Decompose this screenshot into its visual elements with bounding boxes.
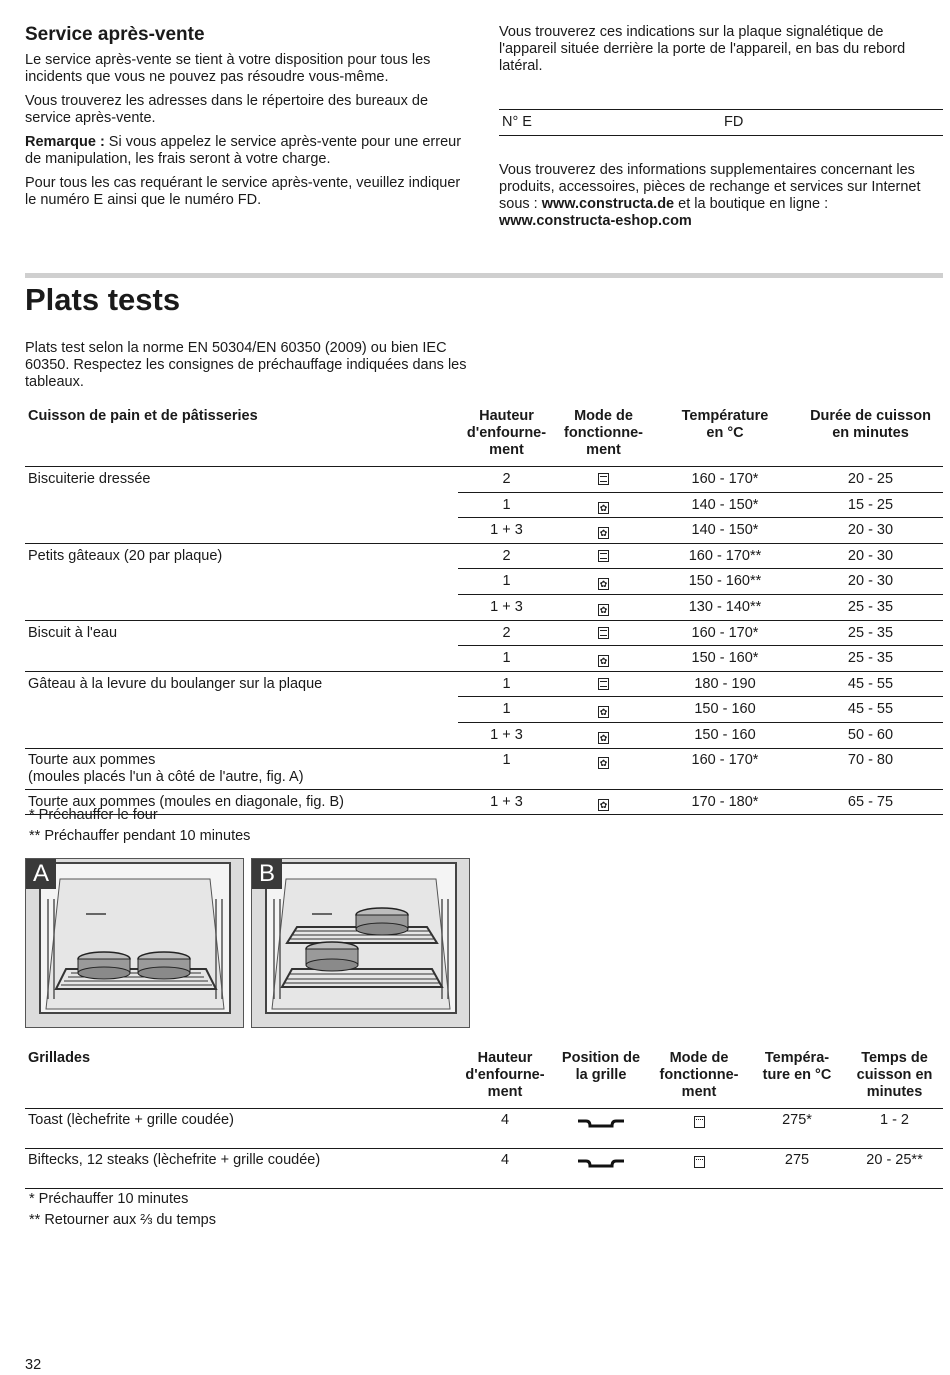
baking-table-row xyxy=(25,594,943,620)
remark-label: Remarque : xyxy=(25,134,105,150)
grill-header-time-line-1: Temps de xyxy=(861,1050,928,1066)
rule-cell xyxy=(555,815,652,816)
grill-header-temp-line-1: Tempéra- xyxy=(764,1050,830,1066)
dish-cell xyxy=(25,569,458,595)
dish-cell xyxy=(25,620,458,646)
header-mode-line-2: fonctionne- xyxy=(564,425,643,441)
figure-a-oven-side-by-side xyxy=(25,858,244,1028)
grill-table xyxy=(25,1047,943,1189)
grill-dish-cell: Toast (lèchefrite + grille coudée) xyxy=(25,1109,458,1149)
fan-mode-icon: ✿ xyxy=(599,656,608,667)
mode-cell xyxy=(555,789,652,815)
grill-header-height-line-3: ment xyxy=(487,1084,523,1100)
mode-cell xyxy=(555,722,652,748)
plats-tests-title: Plats tests xyxy=(25,282,181,317)
mode-cell xyxy=(555,518,652,544)
height-cell: 1 xyxy=(458,671,555,697)
baking-table-row xyxy=(25,748,943,789)
dish-cell xyxy=(25,671,458,697)
grill-mode-icon xyxy=(694,1156,705,1168)
header-duration-line-2: en minutes xyxy=(832,425,909,441)
grill-table-header xyxy=(25,1047,943,1109)
grill-header-mode-line-3: ment xyxy=(681,1084,717,1100)
height-cell: 1 xyxy=(458,748,555,789)
dish-cell xyxy=(25,543,458,569)
grill-footnote-1: * Préchauffer 10 minutes xyxy=(29,1191,189,1207)
fan-mode-icon: ✿ xyxy=(599,707,608,718)
rule-cell xyxy=(458,1189,552,1190)
plats-intro: Plats test selon la norme EN 50304/EN 60350 (2009) ou bien IEC 60350. Respectez les consignes de préchauffage indiquées dans les tableaux. xyxy=(25,340,467,390)
duration-cell: 45 - 55 xyxy=(798,697,943,723)
grill-mode-icon xyxy=(694,1116,705,1128)
rule-cell xyxy=(552,1189,650,1190)
grill-table-row xyxy=(25,1109,943,1149)
dish-name-detail: (moules placés l'un à côté de l'autre, fig. A) xyxy=(28,768,304,785)
dish-name: Tourte aux pommes xyxy=(28,751,156,768)
height-cell: 1 + 3 xyxy=(458,594,555,620)
fan-mode-icon: ✿ xyxy=(599,604,608,615)
grill-header-temperature xyxy=(748,1047,846,1109)
grill-header-dish: Grillades xyxy=(28,1050,91,1066)
height-cell: 1 + 3 xyxy=(458,518,555,544)
header-mode xyxy=(555,405,652,467)
height-cell: 1 xyxy=(458,569,555,595)
fan-mode-icon: ✿ xyxy=(599,502,608,513)
grill-header-time-line-2: cuisson en xyxy=(856,1067,933,1083)
baking-table-row xyxy=(25,671,943,697)
dish-cell xyxy=(25,594,458,620)
remark-text: Si vous appelez le service après-vente pour une erreur de manipulation, les frais seront à votre charge. xyxy=(25,134,462,167)
temperature-cell: 160 - 170* xyxy=(652,467,798,493)
grill-temperature-cell: 275 xyxy=(748,1149,846,1189)
grid-position-cell xyxy=(552,1109,650,1149)
dish-cell xyxy=(25,492,458,518)
figure-b-oven-diagonal xyxy=(251,858,470,1028)
header-duration xyxy=(798,405,943,467)
grill-footnote-2: ** Retourner aux ⅔ du temps xyxy=(29,1212,216,1228)
dish-cell xyxy=(25,748,458,789)
height-cell: 2 xyxy=(458,467,555,493)
height-cell: 1 + 3 xyxy=(458,722,555,748)
bent-grid-icon xyxy=(576,1117,626,1133)
header-duration-line-1: Durée de cuisson xyxy=(810,408,931,424)
height-cell: 1 xyxy=(458,492,555,518)
header-temp-line-2: en °C xyxy=(706,425,744,441)
dish-name: Gâteau à la levure du boulanger sur la plaque xyxy=(28,675,323,692)
height-cell: 1 xyxy=(458,697,555,723)
baking-table-row xyxy=(25,543,943,569)
e-fd-number-fields xyxy=(499,109,943,136)
grill-table-row xyxy=(25,1149,943,1189)
grill-header-mode-line-1: Mode de xyxy=(669,1050,729,1066)
header-height-line-1: Hauteur xyxy=(479,408,534,424)
oven-illustration-a xyxy=(26,859,243,1027)
fan-mode-icon: ✿ xyxy=(599,799,608,810)
temperature-cell: 180 - 190 xyxy=(652,671,798,697)
rule-cell xyxy=(798,815,943,816)
duration-cell: 15 - 25 xyxy=(798,492,943,518)
mode-cell xyxy=(555,620,652,646)
height-cell: 1 + 3 xyxy=(458,789,555,815)
header-height-line-3: ment xyxy=(489,442,524,458)
mode-cell xyxy=(555,748,652,789)
baking-table-row xyxy=(25,518,943,544)
eshop-url[interactable]: www.constructa-eshop.com xyxy=(499,213,692,229)
mode-cell xyxy=(555,492,652,518)
grill-header-mode-line-2: fonctionne- xyxy=(659,1067,739,1083)
grill-mode-cell xyxy=(650,1149,748,1189)
temperature-cell: 140 - 150* xyxy=(652,492,798,518)
dish-cell xyxy=(25,722,458,748)
service-paragraph-4: Pour tous les cas requérant le service après-vente, veuillez indiquer le numéro E ainsi que le numéro FD. xyxy=(25,175,461,208)
bent-grid-icon xyxy=(576,1157,626,1173)
top-bottom-heat-icon xyxy=(598,627,609,639)
baking-table-row xyxy=(25,697,943,723)
grid-position-cell xyxy=(552,1149,650,1189)
grill-time-cell: 1 - 2 xyxy=(846,1109,943,1149)
baking-footnote-1: * Préchauffer le four xyxy=(29,807,158,823)
internet-info xyxy=(499,162,944,230)
grill-header-mode xyxy=(650,1047,748,1109)
duration-cell: 20 - 30 xyxy=(798,569,943,595)
mode-cell xyxy=(555,543,652,569)
grill-temperature-cell: 275* xyxy=(748,1109,846,1149)
rule-cell xyxy=(458,815,555,816)
baking-table-row xyxy=(25,492,943,518)
figure-b-label: B xyxy=(252,859,282,889)
rule-cell xyxy=(748,1189,846,1190)
e-number-label: N° E xyxy=(502,114,532,130)
temperature-cell: 150 - 160** xyxy=(652,569,798,595)
dish-cell xyxy=(25,467,458,493)
fan-mode-icon: ✿ xyxy=(599,757,608,768)
rule-cell xyxy=(650,1189,748,1190)
header-height xyxy=(458,405,555,467)
grill-height-cell: 4 xyxy=(458,1109,552,1149)
temperature-cell: 160 - 170* xyxy=(652,748,798,789)
grill-header-grid-line-2: la grille xyxy=(575,1067,627,1083)
height-cell: 2 xyxy=(458,543,555,569)
mode-cell xyxy=(555,697,652,723)
header-temperature xyxy=(652,405,798,467)
baking-table-row xyxy=(25,646,943,672)
dish-name: Tourte aux pommes (moules en diagonale, fig. B) xyxy=(28,793,344,810)
duration-cell: 25 - 35 xyxy=(798,594,943,620)
fd-number-label: FD xyxy=(724,114,744,130)
oven-illustration-b xyxy=(252,859,469,1027)
baking-footnote-2: ** Préchauffer pendant 10 minutes xyxy=(29,828,251,844)
grill-header-height-line-2: d'enfourne- xyxy=(465,1067,545,1083)
baking-table-row xyxy=(25,722,943,748)
height-cell: 1 xyxy=(458,646,555,672)
dish-name: Biscuit à l'eau xyxy=(28,624,118,641)
temperature-cell: 160 - 170** xyxy=(652,543,798,569)
header-height-line-2: d'enfourne- xyxy=(466,425,547,441)
plate-location-text: Vous trouverez ces indications sur la plaque signalétique de l'appareil située derrière la porte de l'appareil, en bas du rebord latéral. xyxy=(499,24,906,74)
header-mode-line-1: Mode de xyxy=(574,408,633,424)
temperature-cell: 140 - 150* xyxy=(652,518,798,544)
duration-cell: 25 - 35 xyxy=(798,646,943,672)
service-remark xyxy=(25,134,470,168)
header-dish: Cuisson de pain et de pâtisseries xyxy=(28,408,258,424)
grill-mode-cell xyxy=(650,1109,748,1149)
internet-text: Vous trouverez des informations supplementaires concernant les produits, accessoires, pièces de rechange et services sur Internet sous : xyxy=(499,162,921,212)
temperature-cell: 150 - 160 xyxy=(652,722,798,748)
internet-mid-text: et la boutique en ligne : xyxy=(674,196,829,212)
duration-cell: 20 - 30 xyxy=(798,543,943,569)
temperature-cell: 160 - 170* xyxy=(652,620,798,646)
fan-mode-icon: ✿ xyxy=(599,579,608,590)
figure-a-label: A xyxy=(26,859,56,889)
fan-mode-icon: ✿ xyxy=(599,732,608,743)
dish-cell xyxy=(25,518,458,544)
dish-name: Petits gâteaux (20 par plaque) xyxy=(28,547,223,564)
fan-mode-icon: ✿ xyxy=(599,528,608,539)
mode-cell xyxy=(555,569,652,595)
section-divider xyxy=(25,273,943,278)
grill-header-time xyxy=(846,1047,943,1109)
rule-cell xyxy=(652,815,798,816)
top-bottom-heat-icon xyxy=(598,678,609,690)
dish-cell xyxy=(25,646,458,672)
duration-cell: 20 - 30 xyxy=(798,518,943,544)
service-paragraph-2: Vous trouverez les adresses dans le répertoire des bureaux de service après-vente. xyxy=(25,93,429,126)
duration-cell: 65 - 75 xyxy=(798,789,943,815)
temperature-cell: 150 - 160* xyxy=(652,646,798,672)
duration-cell: 70 - 80 xyxy=(798,748,943,789)
header-mode-line-3: ment xyxy=(586,442,621,458)
grill-height-cell: 4 xyxy=(458,1149,552,1189)
mode-cell xyxy=(555,467,652,493)
dish-name: Biscuiterie dressée xyxy=(28,471,151,487)
temperature-cell: 130 - 140** xyxy=(652,594,798,620)
temperature-cell: 150 - 160 xyxy=(652,697,798,723)
baking-table-row xyxy=(25,467,943,493)
rule-cell xyxy=(846,1189,943,1190)
baking-table-row xyxy=(25,620,943,646)
mode-cell xyxy=(555,671,652,697)
page-number: 32 xyxy=(25,1357,42,1373)
mode-cell xyxy=(555,594,652,620)
top-bottom-heat-icon xyxy=(598,550,609,562)
grill-time-cell: 20 - 25** xyxy=(846,1149,943,1189)
temperature-cell: 170 - 180* xyxy=(652,789,798,815)
baking-table xyxy=(25,405,943,815)
duration-cell: 50 - 60 xyxy=(798,722,943,748)
mode-cell xyxy=(555,646,652,672)
grill-header-grid-line-1: Position de xyxy=(561,1050,641,1066)
height-cell: 2 xyxy=(458,620,555,646)
dish-cell xyxy=(25,697,458,723)
duration-cell: 25 - 35 xyxy=(798,620,943,646)
grill-header-height-line-1: Hauteur xyxy=(477,1050,533,1066)
baking-table-header xyxy=(25,405,943,467)
header-temp-line-1: Température xyxy=(681,408,769,424)
grill-header-grid-position xyxy=(552,1047,650,1109)
grill-dish-cell: Biftecks, 12 steaks (lèchefrite + grille coudée) xyxy=(25,1149,458,1189)
top-bottom-heat-icon xyxy=(598,473,609,485)
duration-cell: 45 - 55 xyxy=(798,671,943,697)
duration-cell: 20 - 25 xyxy=(798,467,943,493)
grill-header-height xyxy=(458,1047,552,1109)
service-paragraph-1: Le service après-vente se tient à votre disposition pour tous les incidents que vous ne pouvez pas résoudre vous-même. xyxy=(25,52,431,85)
grill-header-temp-line-2: ture en °C xyxy=(762,1067,832,1083)
baking-table-row xyxy=(25,569,943,595)
grill-header-time-line-3: minutes xyxy=(866,1084,923,1100)
service-title: Service après-vente xyxy=(25,24,205,45)
constructa-url[interactable]: www.constructa.de xyxy=(541,196,675,212)
